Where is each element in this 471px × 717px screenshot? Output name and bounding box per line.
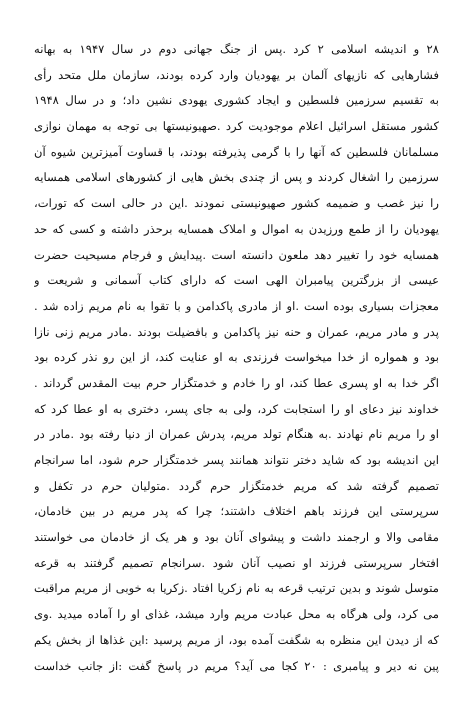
text-line: معجزات بسیاری بوده است .او از مادری پاکدامن و با تقوا به نام مریم زاده شد .: [34, 298, 439, 313]
text-line: عیسی از بزرگترین پیامبران الهی است که دارای کتاب آسمانی و شریعت و: [34, 273, 439, 288]
text-line: پدر و مادر مریم، عمران و حنه نیز پاکدامن و بافضیلت بودند .مادر مریم زنی نازا: [34, 324, 439, 339]
text-line: مقامی والا و ارجمند داشت و پیشوای آنان بود و هر یک از خادمان می خواستند: [34, 530, 439, 545]
text-line: خداوند نیز دعای او را استجابت کرد، ولی به جای پسر، دختری به او عطا کرد که: [34, 401, 439, 416]
text-line: بود و همواره از خدا میخواست فرزندی به او عنایت کند، از این رو نذر کرده بود: [34, 350, 439, 365]
text-line: سرپرستی این فرزند باهم اختلاف داشتند؛ چرا که پدر مریم در بین خادمان،: [34, 504, 439, 519]
text-line: را نیز غصب و ضمیمه کشور صهیونیستی نمودند .این در حالی است که تورات،: [34, 196, 439, 211]
text-line: مسلمانان فلسطین که آنها را با گرمی پذیرفته بودند، با قساوت آمیزترین شیوه آن: [34, 144, 439, 159]
text-line: کشور مستقل اسرائیل اعلام موجودیت کرد .صهیونیستها بی توجه به مهمان نوازی: [34, 119, 439, 134]
text-line: که از دیدن این منظره به شگفت آمده بود، از مریم پرسید :این غذاها از بخش یکم: [34, 632, 439, 647]
text-line: او را مریم نام نهادند .به هنگام تولد مریم، پدرش عمران از دنیا رفته بود .مادر در: [34, 427, 439, 442]
text-line: این اندیشه بود که شاید دختر نتواند همانند پسر خدمتگزار حرم شود، اما سرانجام: [34, 453, 439, 467]
text-line: اگر خدا به او پسری عطا کند، او را خادم و خدمتگزار حرم بیت المقدس گرداند .: [34, 375, 439, 390]
text-line: می کرد، ولی هرگاه به محل عبادت مریم وارد میشد، غذای او را آماده میدید .وی: [34, 607, 439, 622]
text-line: یهودیان را از طمع ورزیدن به اموال و املاک همسایه برحذر داشته و کسی که حد: [34, 221, 439, 236]
text-line: متوسل شوند و بدین ترتیب قرعه به نام زکریا افتاد .زکریا به خوبی از مریم مراقبت: [34, 581, 439, 596]
text-line: افتخار سرپرستی فرزند او نصیب آنان شود .سرانجام تصمیم گرفتند به قرعه: [34, 555, 439, 570]
text-line: همسایه خود را تغییر دهد ملعون دانسته است .پیدایش و فرجام مسیحیت حضرت: [34, 247, 439, 262]
text-line: تصمیم گرفته شد که مریم خدمتگزار حرم گردد .متولیان حرم در تکفل و: [34, 478, 439, 493]
text-line: فشارهایی که نازیهای آلمان بر یهودیان وارد کرده بودند، سازمان ملل متحد رأی: [34, 67, 439, 82]
body-text: [34, 37, 439, 679]
text-line: ۲۸ و اندیشه اسلامی ۲ کرد .پس از جنگ جهانی دوم در سال ۱۹۴۷ به بهانه: [34, 42, 439, 56]
text-line: پین نه دیر و پیامبری : ۲۰ کجا می آید؟ مریم در پاسخ گفت :از جانب خداست: [34, 658, 439, 673]
text-line: سرزمین را اشغال کردند و پس از چندی بخش هایی از کشورهای اسلامی همسایه: [34, 170, 439, 185]
text-line: به تقسیم سرزمین فلسطین و ایجاد کشوری یهودی نشین داد؛ و در سال ۱۹۴۸: [34, 93, 439, 108]
